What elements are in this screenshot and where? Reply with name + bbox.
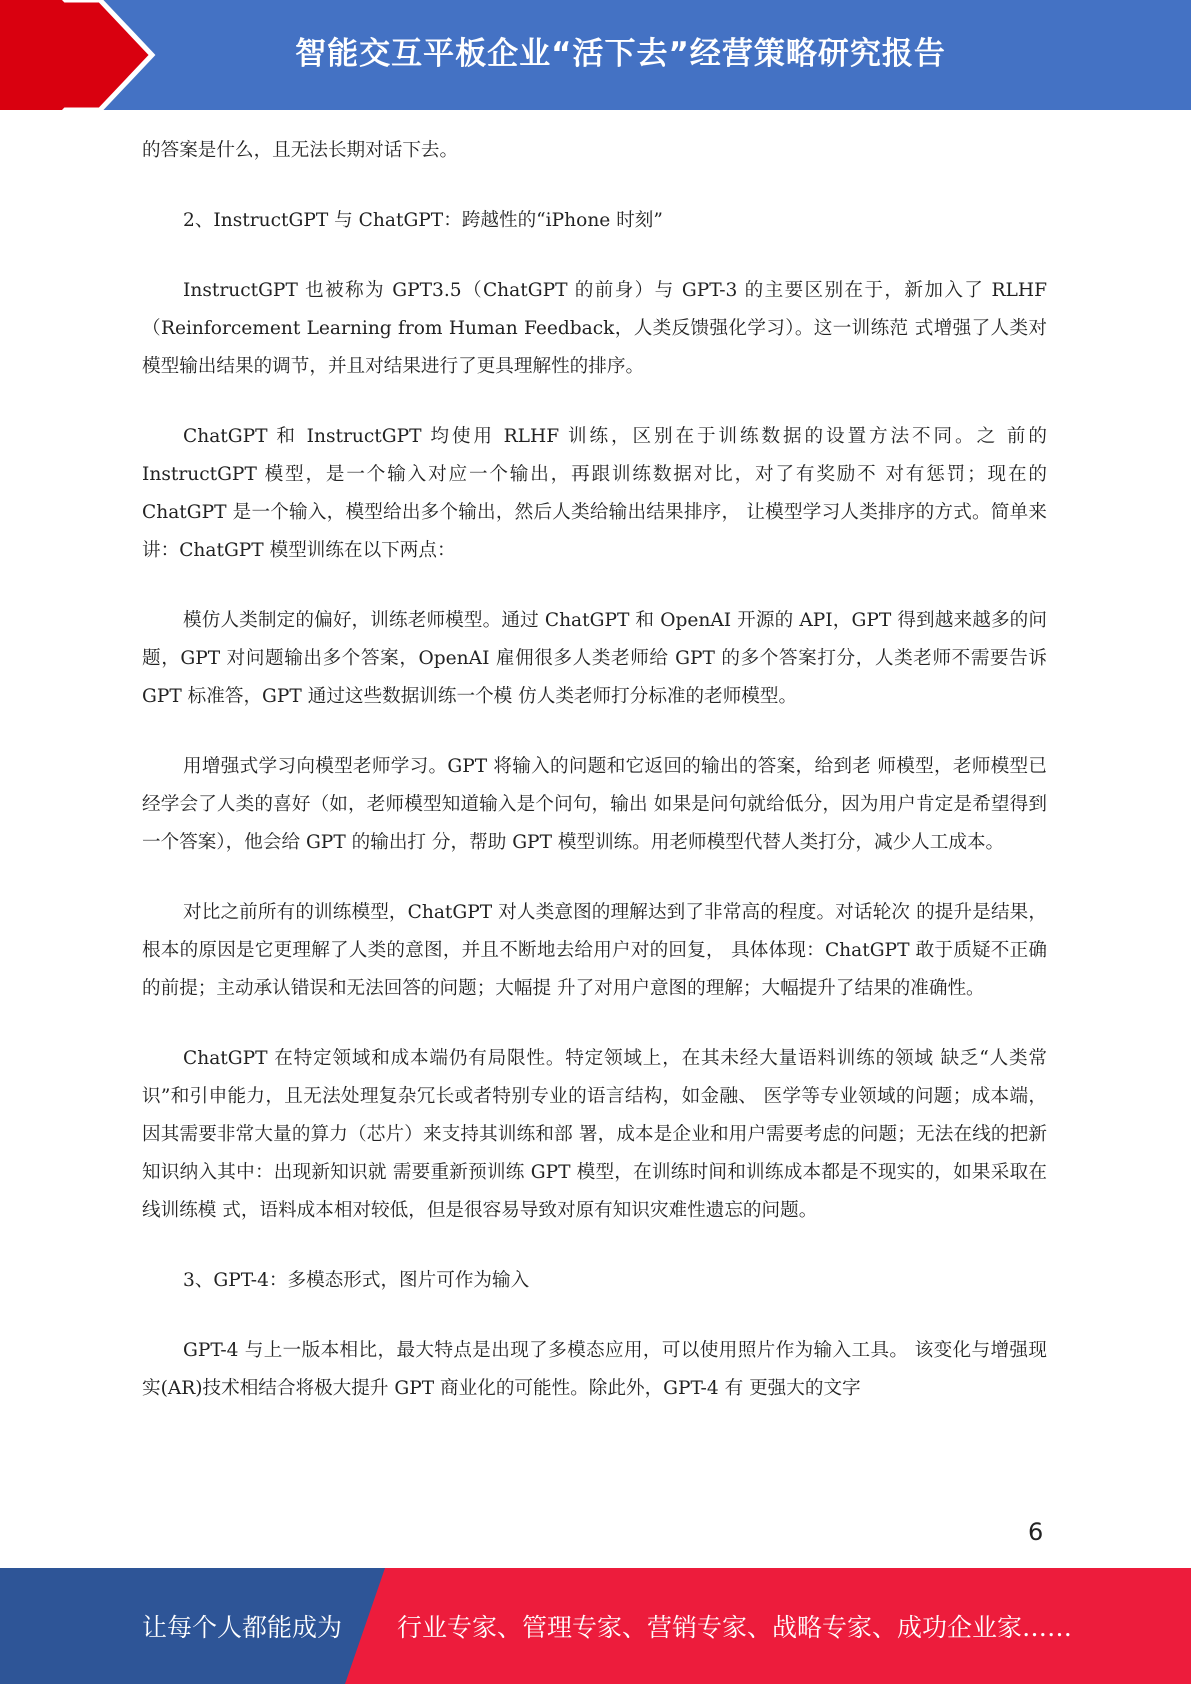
report-title: 智能交互平板企业“活下去”经营策略研究报告 [295, 35, 946, 72]
paragraph: 模仿人类制定的偏好，训练老师模型。通过 ChatGPT 和 OpenAI 开源的 API，GPT 得到越来越多的问题，GPT 对问题输出多个答案，OpenAI 雇佣很多人类老师给 GPT 的多个答案打分，人类老师不需要告诉 GPT 标准答，GPT 通过这些数据训练一个模 仿人类老师打分标准的老师模型。 [142, 610, 1047, 707]
section-heading: 3、GPT-4：多模态形式，图片可作为输入 [183, 1270, 530, 1291]
page-header [0, 0, 1191, 110]
footer-slogan: 让每个人都能成为 [142, 1613, 343, 1642]
paragraph: InstructGPT 也被称为 GPT3.5（ChatGPT 的前身）与 GPT-3 的主要区别在于，新加入了 RLHF（Reinforcement Learning from Human Feedback，人类反馈强化学习）。这一训练范 式增强了人类对模型输出结果的调节，并且对结果进行了更具理解性的排序。 [142, 280, 1047, 377]
page-number: 6 [1028, 1518, 1044, 1546]
page-footer [0, 1568, 1191, 1684]
paragraph: GPT-4 与上一版本相比，最大特点是出现了多模态应用，可以使用照片作为输入工具。 该变化与增强现实(AR)技术相结合将极大提升 GPT 商业化的可能性。除此外，GPT-4 有 更强大的文字 [142, 1340, 1047, 1399]
paragraph: ChatGPT 和 InstructGPT 均使用 RLHF 训练，区别在于训练数据的设置方法不同。之 前的 InstructGPT 模型，是一个输入对应一个输出，再跟训练数据对比，对了有奖励不 对有惩罚；现在的 ChatGPT 是一个输入，模型给出多个输出，然后人类给输出结果排序， 让模型学习人类排序的方式。简单来讲：ChatGPT 模型训练在以下两点： [142, 426, 1047, 561]
paragraph: 对比之前所有的训练模型，ChatGPT 对人类意图的理解达到了非常高的程度。对话轮次 的提升是结果，根本的原因是它更理解了人类的意图，并且不断地去给用户对的回复， 具体体现：ChatGPT 敢于质疑不正确的前提；主动承认错误和无法回答的问题；大幅提 升了对用户意图的理解；大幅提升了结果的准确性。 [142, 902, 1047, 999]
paragraph: ChatGPT 在特定领域和成本端仍有局限性。特定领域上，在其未经大量语料训练的领域 缺乏“人类常识”和引申能力，且无法处理复杂冗长或者特别专业的语言结构，如金融、 医学等专业领域的问题；成本端，因其需要非常大量的算力（芯片）来支持其训练和部 署，成本是企业和用户需要考虑的问题；无法在线的把新知识纳入其中：出现新知识就 需要重新预训练 GPT 模型，在训练时间和训练成本都是不现实的，如果采取在线训练模 式，语料成本相对较低，但是很容易导致对原有知识灾难性遗忘的问题。 [142, 1048, 1047, 1221]
paragraph-continuation: 的答案是什么，且无法长期对话下去。 [142, 140, 459, 161]
paragraph: 用增强式学习向模型老师学习。GPT 将输入的问题和它返回的输出的答案，给到老 师模型，老师模型已经学会了人类的喜好（如，老师模型知道输入是个问句，输出 如果是问句就给低分，因为用户肯定是希望得到一个答案），他会给 GPT 的输出打 分，帮助 GPT 模型训练。用老师模型代替人类打分，减少人工成本。 [142, 756, 1047, 853]
section-heading: 2、InstructGPT 与 ChatGPT：跨越性的“iPhone 时刻” [183, 210, 663, 231]
header-arrow-decoration [0, 0, 160, 110]
document-body [142, 132, 1047, 1440]
footer-expert-list: 行业专家、管理专家、营销专家、战略专家、成功企业家…… [397, 1613, 1073, 1642]
